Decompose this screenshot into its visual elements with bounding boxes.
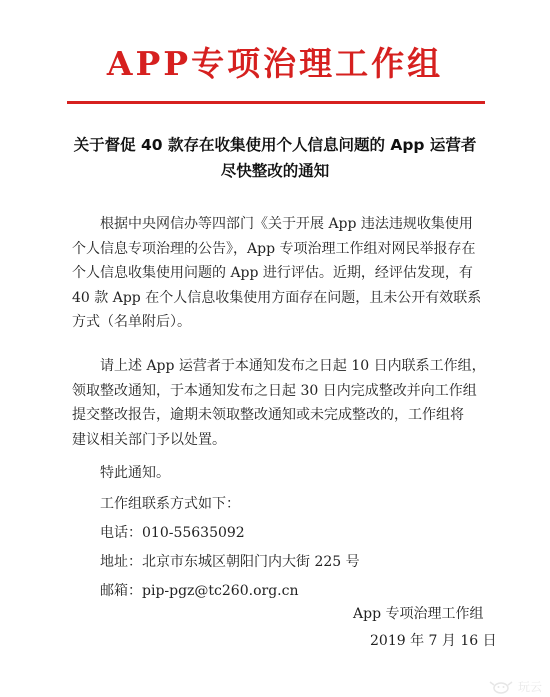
header-red-rule — [67, 101, 485, 104]
watermark — [488, 678, 542, 695]
paragraph-line: 领取整改通知，于本通知发布之日起 30 日内完成整改并向工作组 — [72, 382, 477, 399]
paragraph-line: 40 款 App 在个人信息收集使用方面存在问题，且未公开有效联系 — [72, 289, 482, 306]
paragraph-line: 方式（名单附后）。 — [72, 314, 191, 330]
paragraph-line: 根据中央网信办等四部门《关于开展 App 违法违规收集使用 — [100, 216, 473, 232]
paragraph-line: 个人信息专项治理的公告》，App 专项治理工作组对网民举报存在 — [72, 240, 476, 257]
signature-date: 2019 年 7 月 16 日 — [370, 633, 497, 649]
signature-organization: App 专项治理工作组 — [353, 606, 484, 622]
notice-title — [40, 132, 510, 184]
notice-title-line-1: 关于督促 40 款存在收集使用个人信息问题的 App 运营者 — [73, 136, 477, 154]
contact-phone: 电话：010-55635092 — [100, 525, 245, 541]
notice-title-line-2: 尽快整改的通知 — [220, 162, 330, 180]
cow-logo-icon — [488, 679, 514, 695]
document-header-title: APP专项治理工作组 — [106, 44, 444, 83]
closing-statement: 特此通知。 — [100, 465, 170, 481]
contact-heading: 工作组联系方式如下： — [100, 496, 240, 512]
paragraph-line: 建议相关部门予以处置。 — [72, 431, 226, 448]
paragraph-line: 提交整改报告，逾期未领取整改通知或未完成整改的，工作组将 — [72, 407, 464, 423]
contact-email: 邮箱：pip-pgz@tc260.org.cn — [100, 583, 299, 599]
paragraph-line: 请上述 App 运营者于本通知发布之日起 10 日内联系工作组， — [100, 358, 486, 374]
body-paragraph-2 — [72, 354, 486, 452]
paragraph-line: 个人信息收集使用问题的 App 进行评估。近期，经评估发现，有 — [72, 265, 473, 281]
contact-address: 地址：北京市东城区朝阳门内大街 225 号 — [100, 554, 360, 570]
watermark-text: 玩云 — [517, 680, 542, 694]
body-paragraph-1 — [72, 212, 481, 335]
